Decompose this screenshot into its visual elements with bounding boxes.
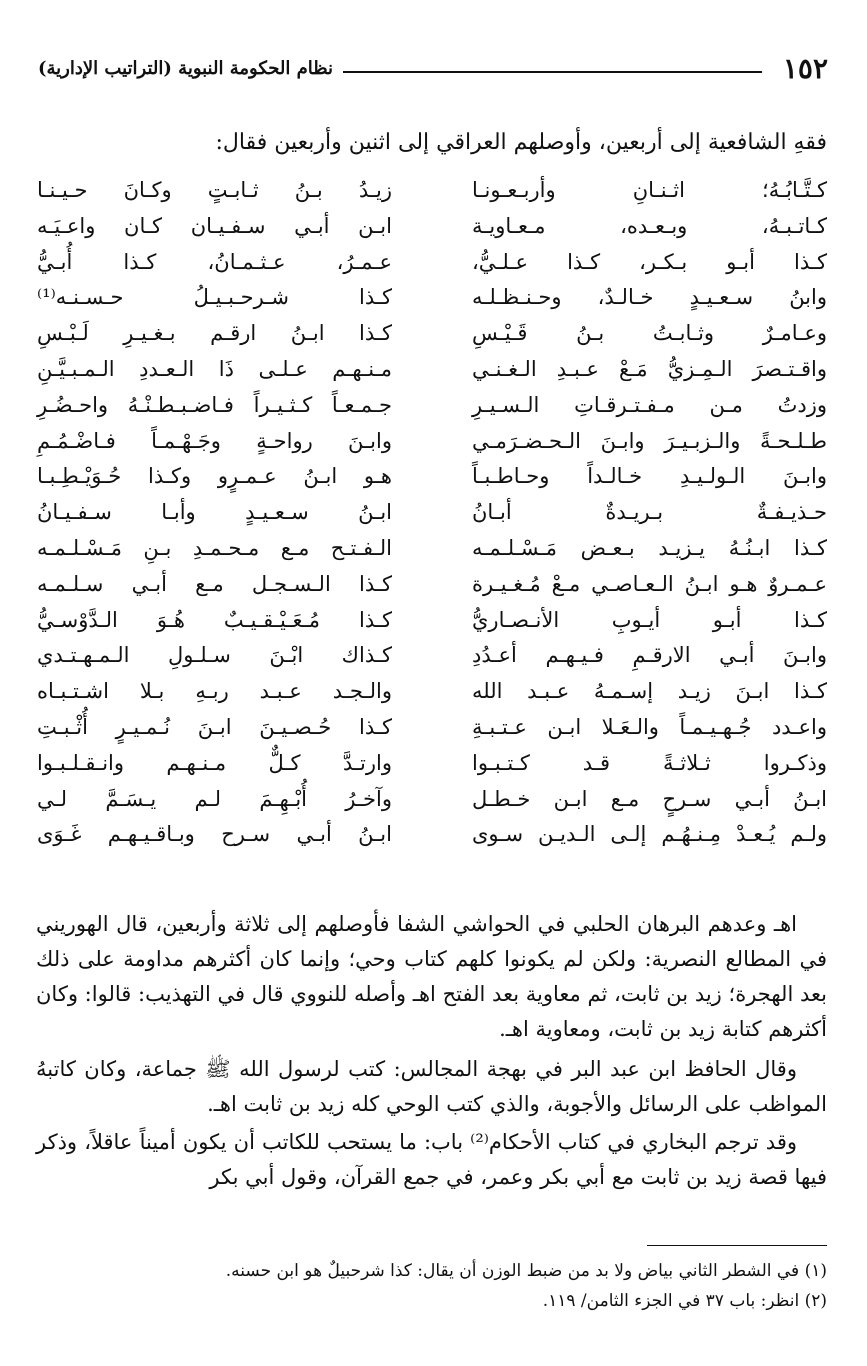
verse-second-hemistich: وآخـرُ أُبْـهِـمَ لـم يـسَـمَّ لـي xyxy=(37,786,392,811)
poem-verse xyxy=(37,569,827,605)
footnote-2: (٢) انظر: باب ٣٧ في الجزء الثامن/ ١١٩. xyxy=(542,1291,827,1311)
verse-first-hemistich: واقـتـصرَ الـمِـزيُّ مَـعْ عـبـدِ الـغـنـي xyxy=(472,356,827,381)
paragraph-1 xyxy=(36,907,827,1047)
verse-second-hemistich: جـمـعـاً كـثـيـراً فـاضـبـطـنْـهُ واحـضُـرِ xyxy=(37,392,392,417)
verse-first-hemistich: كـذا ابـنَ زيـد إسـمـهُ عـبـد الله xyxy=(472,679,827,704)
poem-verse xyxy=(37,533,827,569)
footnote-separator xyxy=(647,1245,827,1246)
paragraph-text: وقال الحافظ ابن عبد البر في بهجة المجالس: كتب لرسول الله ﷺ جماعة، وكان كاتبهُ المواظب على الرسائل والأجوبة، والذي كتب الوحي كله زيد بن ثابت اهـ. xyxy=(36,1057,827,1116)
footnotes xyxy=(36,1256,827,1316)
poem-verse xyxy=(37,390,827,426)
verse-first-hemistich: وعـامـرٌ وثـابـتُ بـنُ قَـيْـسِ xyxy=(472,321,827,346)
poem-verse xyxy=(37,247,827,283)
running-header xyxy=(38,52,828,86)
verse-first-hemistich: واعـدد جُـهـيـمـاً والـعَـلا ابـن عـتـبـةِ xyxy=(472,714,827,739)
intro-line: فقهِ الشافعية إلى أربعين، وأوصلهم العراقي إلى اثنين وأربعين فقال: xyxy=(215,130,827,155)
poem-verse xyxy=(37,497,827,533)
poem-verse xyxy=(37,640,827,676)
poem-verse xyxy=(37,748,827,784)
verse-second-hemistich: ابـن أبـي سـفـيـان كـان واعـيَـه xyxy=(37,213,392,238)
verse-second-hemistich: عـمـرُ، عـثـمـانُ، كـذا أُبـيُّ xyxy=(37,249,392,274)
paragraph-text: اهـ وعدهم البرهان الحلبي في الحواشي الشفا فأوصلهم إلى ثلاثة وأربعين، قال الهوريني في المطالع النصرية: ولكن لم يكونوا كلهم كتاب وحي؛ وإنما كان أكثرهم مداومة على ذلك بعد الهجرة؛ زيد بن ثابت، ثم معاوية بعد الفتح اهـ وأصله للنووي قال في التهذيب: قالوا: وكان أكثرهم كتابة زيد بن ثابت، ومعاوية اهـ. xyxy=(36,912,827,1041)
verse-second-hemistich: ابـنُ سـعـيـدٍ وأبـا سـفـيـانُ xyxy=(37,500,392,525)
poem-verse xyxy=(37,426,827,462)
verse-first-hemistich: كـذا ابـنُـهُ يـزيـد بـعـض مَـسْـلـمـه xyxy=(472,535,827,560)
paragraph-3 xyxy=(36,1125,827,1195)
verse-second-hemistich: ابـنُ أبـي سـرح وبـاقـيـهـم غَـوَى xyxy=(37,822,392,847)
verse-first-hemistich: وابنُ سـعـيـدٍ خـالـدٌ، وحـنـظـلـه xyxy=(472,285,827,310)
verse-second-hemistich: وارتـدَّ كـلٌّ مـنـهـم وانـقـلـبـوا xyxy=(37,750,392,775)
verse-first-hemistich: طـلـحـةً والـزبـيـرَ وابـنَ الـحـضـرَمـي xyxy=(472,428,827,453)
verse-first-hemistich: وابـنَ الـولـيـدِ خـالـداً وحـاطـبـاً xyxy=(472,464,827,489)
verse-first-hemistich: وزدتُ مـن مـفـتـرقـاتِ الـسـيـرِ xyxy=(472,392,827,417)
verse-second-hemistich: كـذا ابـنُ ارقـم بـغـيـرِ لَـبْـسِ xyxy=(37,321,392,346)
page-number: ١٥٢ xyxy=(782,52,828,85)
verse-first-hemistich: عـمـروٌ هـو ابـنُ الـعـاصـي مـعْ مُـغـيـرة xyxy=(472,571,827,596)
poem xyxy=(37,175,827,855)
verse-second-hemistich: مـنـهـم عـلـى ذَا الـعـددِ الـمـبـيَّـنِ xyxy=(37,356,392,381)
verse-second-hemistich: زيـدُ بـنُ ثـابـتٍ وكـانَ حـيـنـا xyxy=(37,178,392,202)
verse-first-hemistich: كـذا أبـو أيـوبِ الأنـصـاريُّ xyxy=(472,607,827,632)
verse-second-hemistich: كـذاك ابْـنَ سـلـولِ الـمـهـتـدي xyxy=(37,643,392,668)
paragraph-2 xyxy=(36,1052,827,1122)
poem-verse xyxy=(37,712,827,748)
verse-second-hemistich: والـجـد عـبـد ربـهِ بـلا اشـتـبـاه xyxy=(37,679,392,704)
poem-verse xyxy=(37,211,827,247)
verse-first-hemistich: وابـنَ أبـي الارقـمِ فـيـهـم أعـدُدِ xyxy=(472,643,827,668)
poem-verse xyxy=(37,461,827,497)
header-rule xyxy=(343,71,762,73)
verse-first-hemistich: كـاتـبـهُ، وبـعـده، مـعـاويـة xyxy=(472,213,827,238)
verse-second-hemistich: كـذا مُـعَـيْـقـيـبٌ هُـوَ الـدَّوْسـيُّ xyxy=(37,607,392,632)
verse-first-hemistich: كـذا أبـو بـكـر، كـذا عـلـيُّ، xyxy=(472,249,827,274)
book-title: نظام الحكومة النبوية (التراتيب الإدارية) xyxy=(38,58,334,79)
poem-verse xyxy=(37,175,827,211)
verse-second-hemistich: هـو ابـنُ عـمـرٍو وكـذا حُـوَيْـطِـبـا xyxy=(37,464,392,489)
verse-second-hemistich: كـذا شـرحـبـيـلُ حـسـنـه⁽¹⁾ xyxy=(37,285,392,310)
verse-first-hemistich: حـذيـفـةٌ بـريـدةٌ أبـانُ xyxy=(472,500,827,525)
poem-verse xyxy=(37,318,827,354)
poem-verse xyxy=(37,282,827,318)
verse-first-hemistich: وذكـروا ثـلاثـةً قـد كـتـبـوا xyxy=(472,750,827,775)
poem-verse xyxy=(37,784,827,820)
verse-first-hemistich: ولـم يُـعـدْ مِـنـهُـم إلـى الـديـن سـوى xyxy=(472,822,827,847)
poem-verse xyxy=(37,676,827,712)
verse-second-hemistich: كـذا حُـصـيـنَ ابـنَ نُـمـيـرٍ أُثْـبـتِ xyxy=(37,714,392,739)
poem-verse xyxy=(37,605,827,641)
footnote-1: (١) في الشطر الثاني بياض ولا بد من ضبط الوزن أن يقال: كذا شرحبيلٌ هو ابن حسنه. xyxy=(225,1261,827,1281)
verse-second-hemistich: كـذا الـسـجـل مـع أبـي سـلـمـه xyxy=(37,571,392,596)
verse-first-hemistich: ابـنُ أبـي سـرحٍ مـع ابـن خـطـل xyxy=(472,786,827,811)
verse-second-hemistich: وابـنَ رواحـةٍ وجَـهْـمـاً فـاضْـمُـمِ xyxy=(37,428,392,453)
paragraph-text: وقد ترجم البخاري في كتاب الأحكام⁽²⁾ باب: ما يستحب للكاتب أن يكون أميناً عاقلاً، وذكر فيها قصة زيد بن ثابت مع أبي بكر وعمر، في جمع القرآن، وقول أبي بكر xyxy=(36,1130,827,1189)
verse-first-hemistich: كـتَّـابُـهُ؛ اثـنـانِ وأربـعـونـا xyxy=(472,178,827,202)
verse-second-hemistich: الـفـتـح مـع مـحـمـدِ بـنِ مَـسْـلـمـه xyxy=(37,535,392,560)
poem-verse xyxy=(37,354,827,390)
poem-verse xyxy=(37,819,827,855)
